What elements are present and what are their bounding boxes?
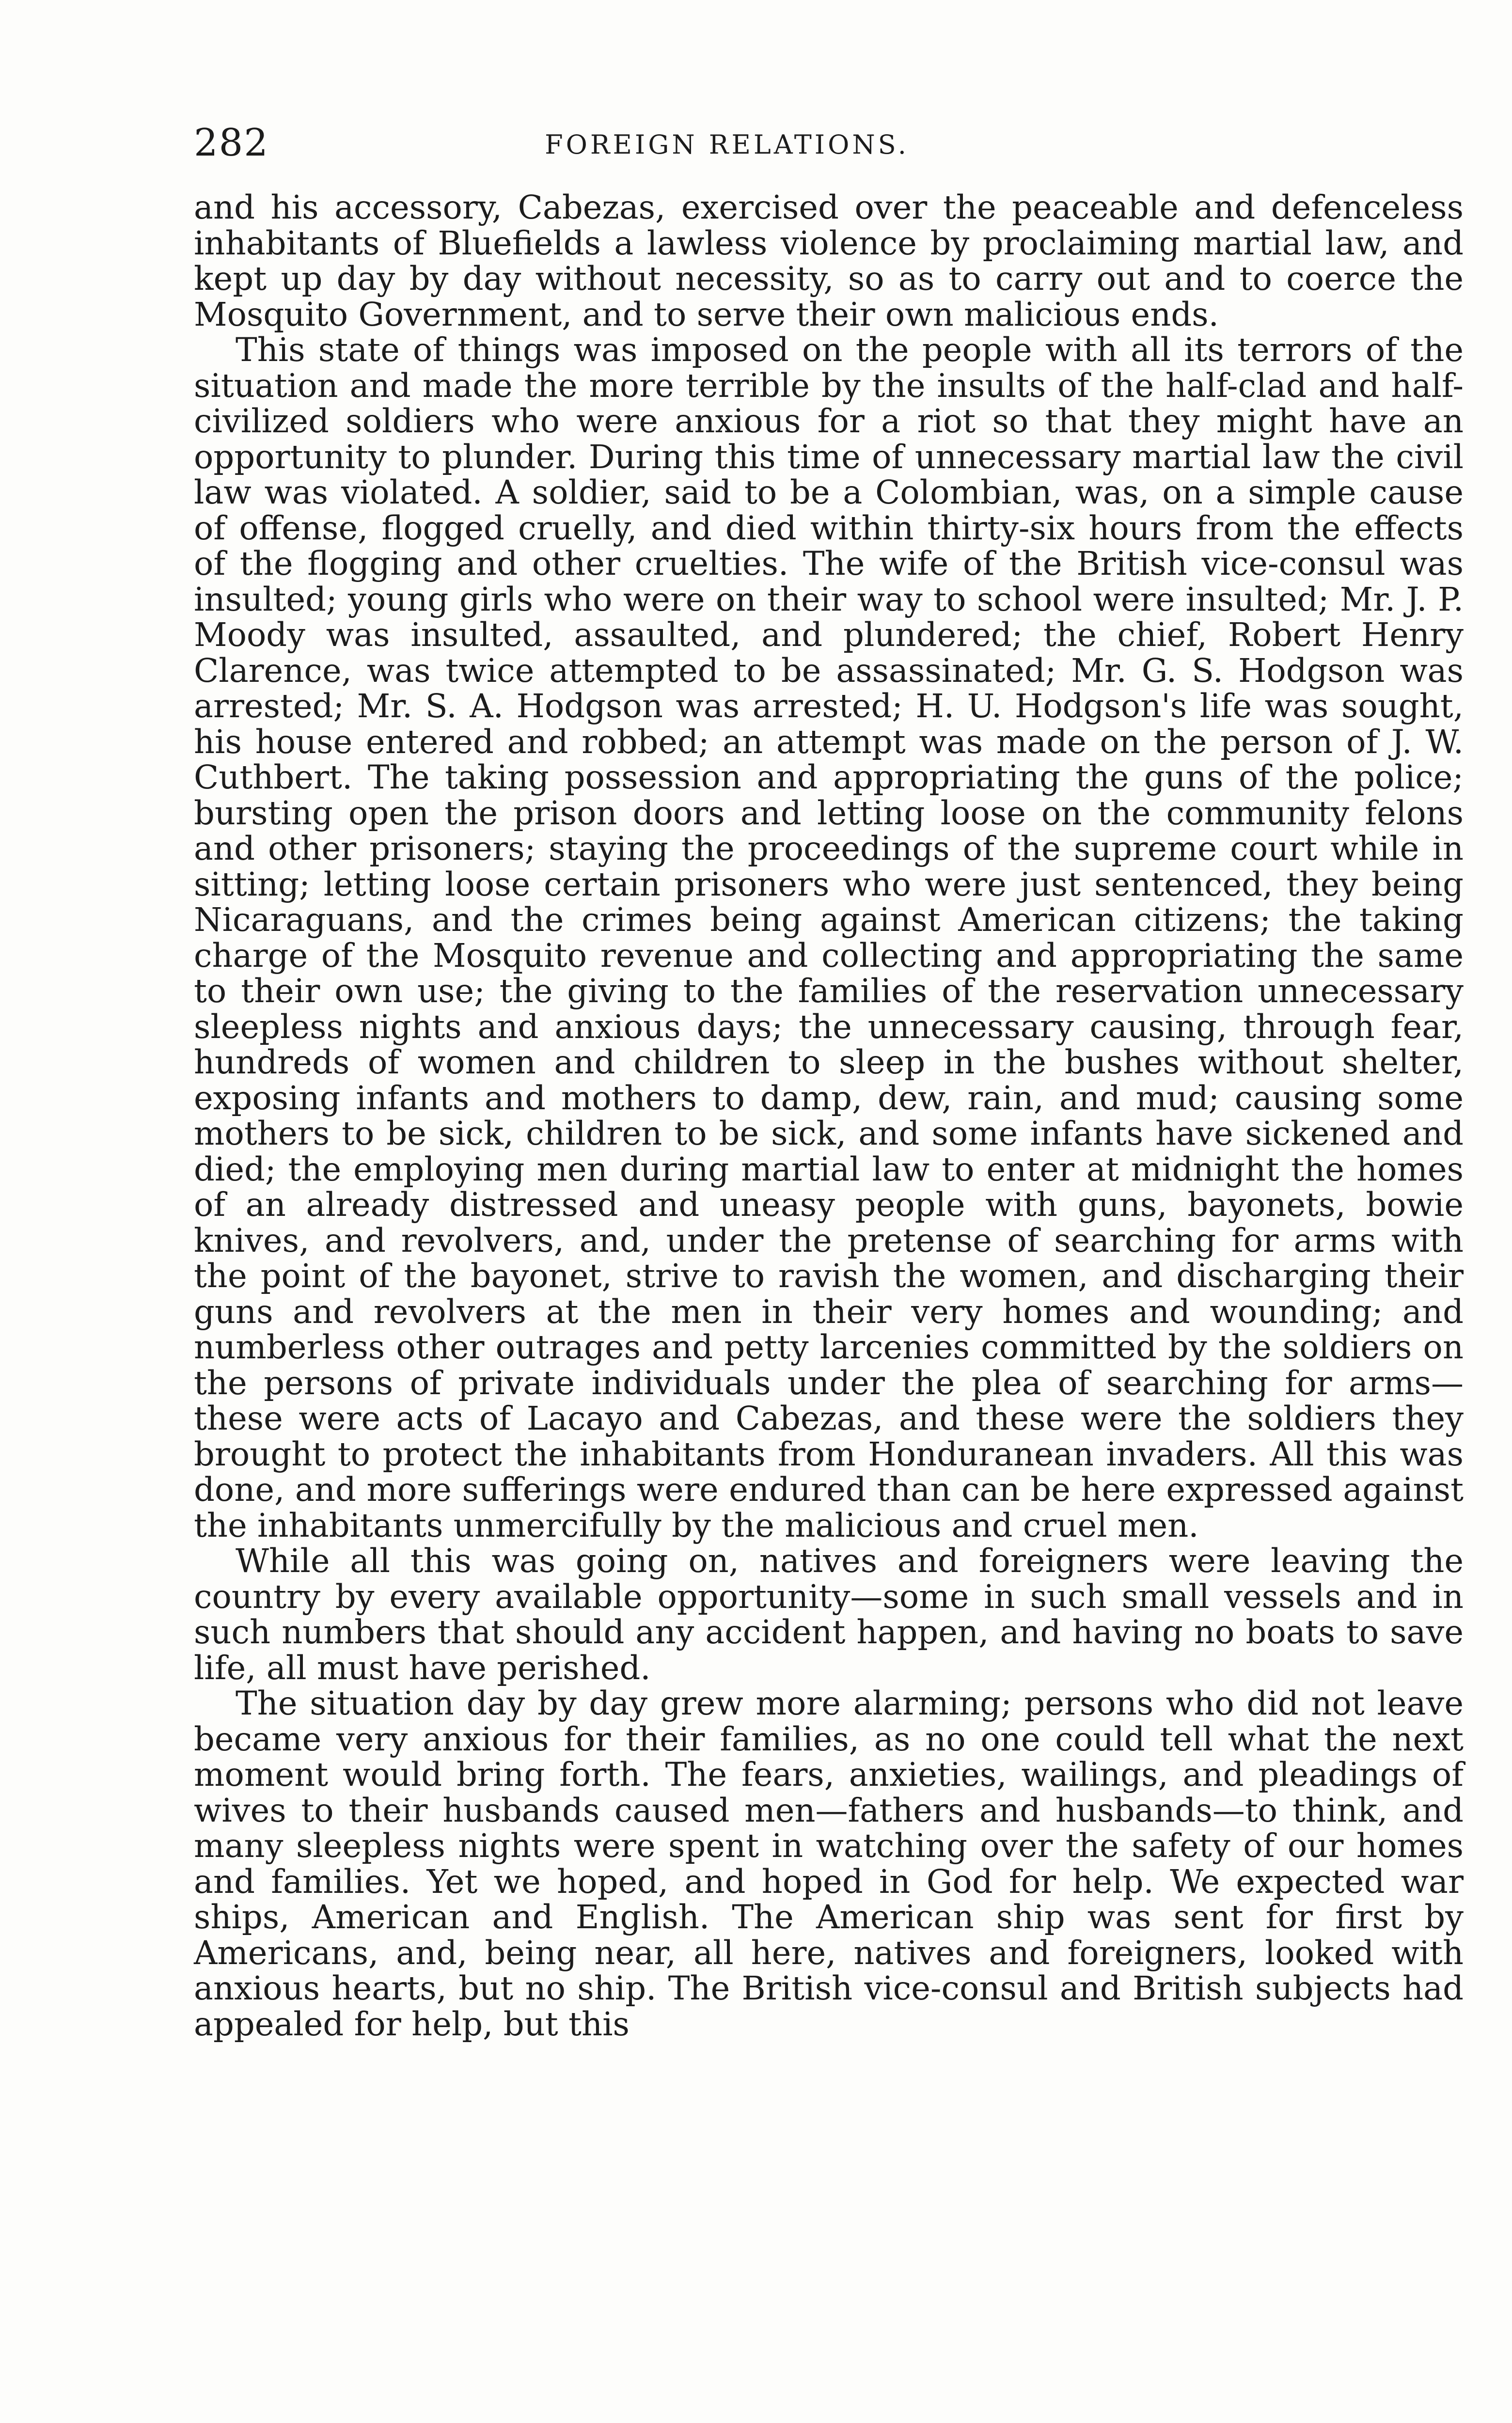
page-header <box>194 119 1464 172</box>
paragraph-continued: and his accessory, Cabezas, exercised over the peaceable and defenceless inhabitants of Bluefields a lawless violence by proclaiming martial law, and kept up day by day without necessity, so as to carry out and to coerce the Mosquito Government, and to serve their own malicious ends. <box>194 189 1464 333</box>
page-number: 282 <box>194 121 269 165</box>
paragraph: This state of things was imposed on the people with all its terrors of the situation and made the more terrible by the insults of the half-clad and half-civilized soldiers who were anxious for a riot so that they might have an opportunity to plunder. During this time of unnecessary martial law the civil law was violated. A soldier, said to be a Colombian, was, on a simple cause of offense, flogged cruelly, and died within thirty-six hours from the effects of the flogging and other cruelties. The wife of the British vice-consul was insulted; young girls who were on their way to school were insulted; Mr. J. P. Moody was insulted, assaulted, and plundered; the chief, Robert Henry Clarence, was twice attempted to be assassinated; Mr. G. S. Hodgson was arrested; Mr. S. A. Hodgson was arrested; H. U. Hodgson's life was sought, his house entered and robbed; an attempt was made on the person of J. W. Cuthbert. The taking possession and appropriating the guns of the police; bursting open the prison doors and letting loose on the community felons and other prisoners; staying the proceedings of the supreme court while in sitting; letting loose certain prisoners who were just sentenced, they being Nicaraguans, and the crimes being against American citizens; the taking charge of the Mosquito revenue and collecting and appropriating the same to their own use; the giving to the families of the reservation unnecessary sleepless nights and anxious days; the unnecessary causing, through fear, hundreds of women and children to sleep in the bushes without shelter, exposing infants and mothers to damp, dew, rain, and mud; causing some mothers to be sick, children to be sick, and some infants have sickened and died; the employing men during martial law to enter at midnight the homes of an already distressed and uneasy people with guns, bayonets, bowie knives, and revolvers, and, under the pretense of searching for arms with the point of the bayonet, strive to ravish the women, and discharging their guns and revolvers at the men in their very homes and wounding; and numberless other outrages and petty larcenies committed by the soldiers on the persons of private individuals under the plea of searching for arms—these were acts of Lacayo and Cabezas, and these were the soldiers they brought to protect the inhabitants from Honduranean invaders. All this was done, and more sufferings were endured than can be here expressed against the inhabitants unmercifully by the malicious and cruel men. <box>194 331 1464 1544</box>
paragraph: While all this was going on, natives and foreigners were leaving the country by every available opportunity—some in such small vessels and in such numbers that should any accident happen, and having no boats to save life, all must have perished. <box>194 1542 1464 1687</box>
running-title: FOREIGN RELATIONS. <box>545 129 909 160</box>
body-text <box>194 190 1464 2042</box>
paragraph: The situation day by day grew more alarming; persons who did not leave became very anxious for their families, as no one could tell what the next moment would bring forth. The fears, anxieties, wailings, and pleadings of wives to their husbands caused men—fathers and husbands—to think, and many sleepless nights were spent in watching over the safety of our homes and families. Yet we hoped, and hoped in God for help. We expected war ships, American and English. The American ship was sent for first by Americans, and, being near, all here, natives and foreigners, looked with anxious hearts, but no ship. The British vice-consul and British subjects had appealed for help, but this <box>194 1684 1464 2043</box>
